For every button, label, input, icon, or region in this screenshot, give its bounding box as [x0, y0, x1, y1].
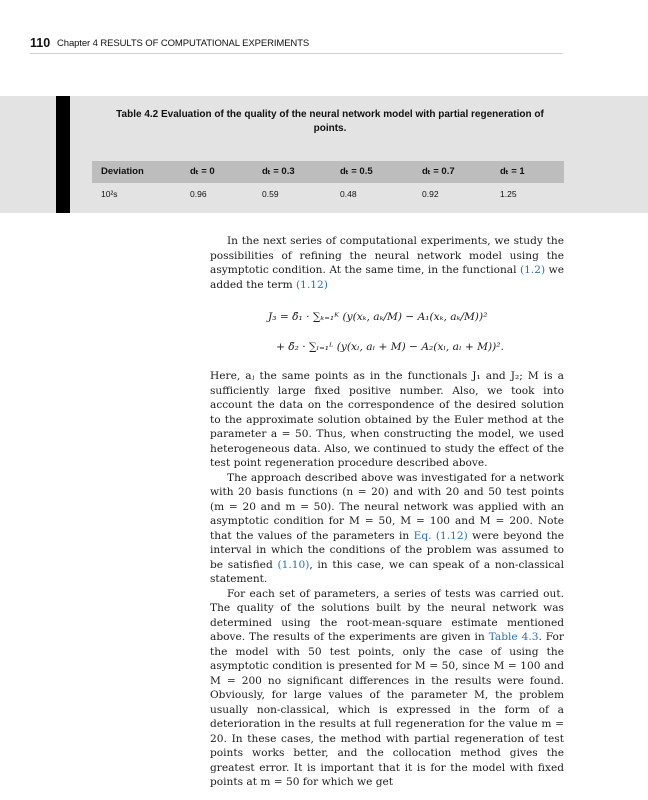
page-number: 110	[30, 36, 51, 50]
table-cell: 0.92	[422, 189, 439, 199]
table-row-label: 10²s	[101, 189, 118, 199]
equation-link[interactable]: (1.12)	[296, 278, 328, 291]
equation-link[interactable]: (1.2)	[520, 264, 546, 276]
table-header-deviation: Deviation	[101, 166, 144, 177]
equation-link[interactable]: Eq. (1.12)	[413, 529, 468, 542]
paragraph-4	[210, 587, 564, 790]
equation-line-2: + δ̃₂ · ∑ₗ₌₁ᴸ (y(xₗ, aₗ + M) − A₂(xₗ, aₗ + M))².	[276, 341, 504, 353]
table-cell: 1.25	[500, 189, 517, 199]
table-caption: Table 4.2 Evaluation of the quality of the neural network model with partial regeneration of points.	[116, 109, 544, 134]
table-header-dt-03: dₜ = 0.3	[262, 166, 295, 177]
equation-line-1: J₃ = δ̃₁ · ∑ₖ₌₁ᴷ (y(xₖ, aₖ/M) − A₁(xₖ, aₖ/M))²	[268, 311, 488, 323]
paragraph-3	[210, 471, 564, 587]
body-paragraphs	[210, 369, 564, 790]
table-header-dt-07: dₜ = 0.7	[422, 166, 455, 177]
paragraph-text: . For the model with 50 test points, only the case of using the asymptotic condition is presented for M = 50, since M = 100 and M = 200 no significant differences in the results were found. Obviously, for large values of the parameter M, the problem usually non-classical, which is expressed in the form of a deterioration in the results at full regeneration for the value m = 20. In these cases, the method with partial regeneration of test points works better, and the collocation method gives the greatest error. It is important that it is for the model with fixed points at m = 50 for which we get	[210, 631, 564, 788]
body-paragraph-1	[210, 234, 564, 292]
table-header-dt-0: dₜ = 0	[190, 166, 215, 177]
table-marker-bar	[56, 96, 70, 213]
paragraph-text: we added the term	[210, 264, 564, 291]
table-link[interactable]: Table 4.3	[488, 631, 539, 643]
paragraph-text: In the next series of computational experiments, we study the possibilities of refining the neural network model using the asymptotic condition. At the same time, in the functional	[210, 235, 564, 276]
equation-link[interactable]: (1.10)	[277, 558, 310, 571]
table-header-dt-1: dₜ = 1	[500, 166, 525, 177]
paragraph-text: The approach described above was investigated for a network with 20 basis functions (n = 20) and with 20 and 50 test points (m = 20 and m = 50). The neural network was applied with an asymptotic condition for M = 50, M = 100 and M = 200. Note that the values of the parameters in	[210, 471, 564, 542]
table-cell: 0.48	[340, 189, 357, 199]
running-head-title: Chapter 4 RESULTS OF COMPUTATIONAL EXPERIMENTS	[57, 38, 310, 49]
paragraph-2: Here, aⱼ the same points as in the functionals J₁ and J₂; M is a sufficiently large fixed positive number. Also, we took into account the data on the correspondence of the desired solution to the approximate solution obtained by the Euler method at the parameter a = 50. Thus, when constructing the model, we used heterogeneous data. Also, we continued to study the effect of the test point regeneration procedure described above.	[210, 370, 564, 469]
table-header-dt-05: dₜ = 0.5	[340, 166, 373, 177]
paragraph-text: , in this case, we can speak of a non-classical statement.	[210, 558, 565, 585]
table-cell: 0.96	[190, 189, 207, 199]
paragraph-text: were beyond the interval in which the conditions of the problem was assumed to be satisfied	[210, 529, 564, 571]
table-header-row	[92, 161, 564, 183]
running-header	[30, 37, 563, 54]
table-cell: 0.59	[262, 189, 279, 199]
paragraph-text: For each set of parameters, a series of tests was carried out. The quality of the solutions built by the neural network was determined using the root-mean-square estimate mentioned above. The results of the experiments are given in	[210, 587, 564, 643]
